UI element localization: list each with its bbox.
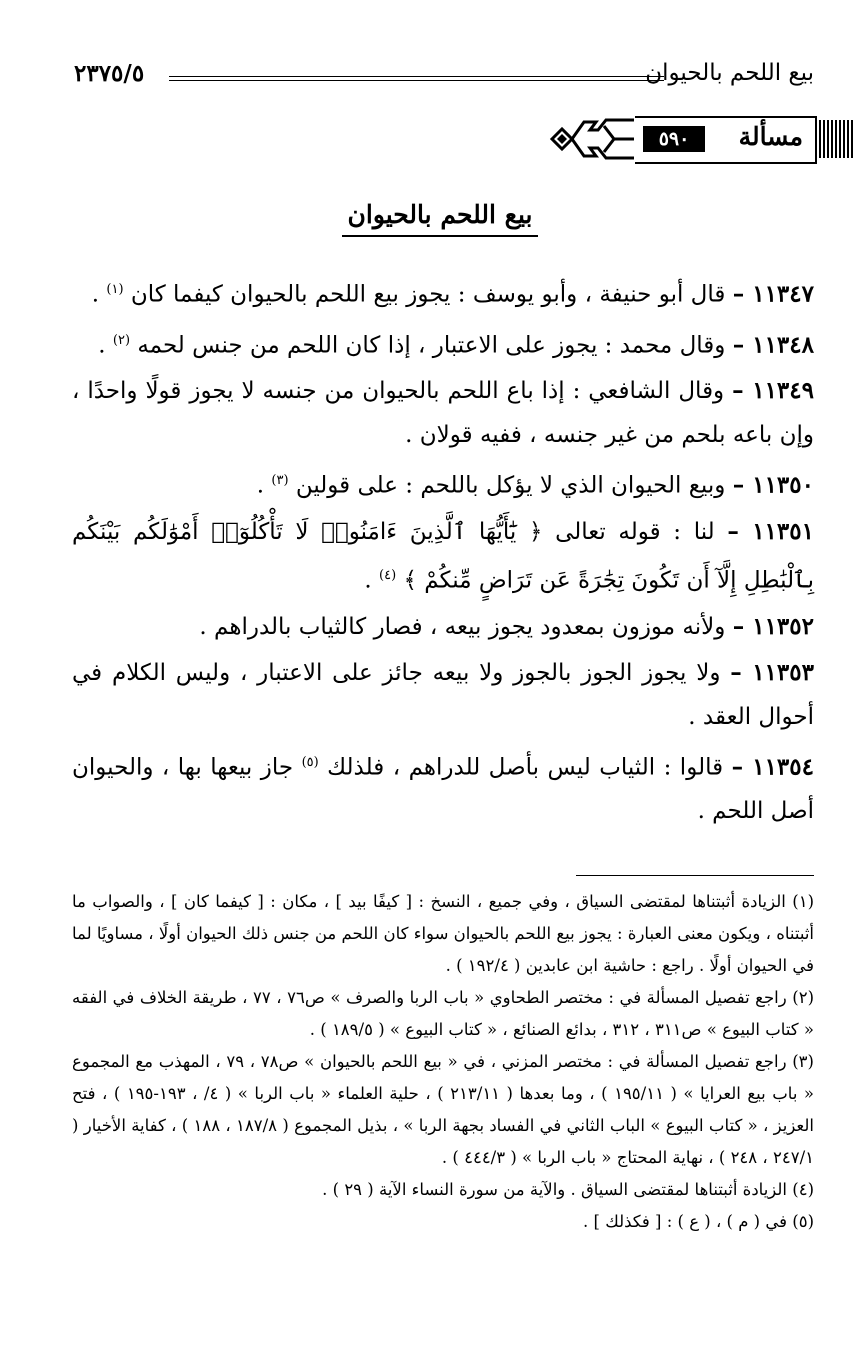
paragraph-text: قال أبو حنيفة ، وأبو يوسف : يجوز بيع اللحم بالحيوان كيفما كان — [123, 281, 733, 308]
footnote-marker: (٥) — [301, 754, 319, 770]
paragraph-number: ١١٣٤٧ – — [732, 280, 814, 308]
paragraph-tail: . — [256, 472, 272, 499]
paragraph-number: ١١٣٥٤ – — [731, 753, 814, 781]
page-reference: ٢٣٧٥/٥ — [74, 60, 145, 87]
ornament-icon — [548, 116, 634, 162]
main-text — [72, 268, 814, 835]
paragraph — [72, 319, 814, 368]
running-header — [74, 60, 814, 92]
paragraph-tail: . — [98, 332, 113, 359]
footnote: (٢) راجع تفصيل المسألة في : مختصر الطحاوي « باب الربا والصرف » ص٧٦ ، ٧٧ ، طريقة الخلاف في الفقه « كتاب البيوع » ص٣١١ ، ٣١٢ ، بدائع الصنائع ، « كتاب البيوع » ( ١٨٩/٥ ) . — [72, 988, 814, 1039]
paragraph-text: ولا يجوز الجوز بالجوز ولا بيعه جائز على الاعتبار ، وليس الكلام في أحوال العقد . — [72, 659, 814, 730]
footnote-marker: (١) — [106, 282, 124, 297]
paragraph-text: ولأنه موزون بمعدود يجوز بيعه ، فصار كالثياب بالدراهم . — [199, 613, 733, 640]
paragraph-number: ١١٣٤٩ – — [732, 377, 814, 405]
masala-label: مسألة — [738, 122, 803, 151]
paragraph-text: قالوا : الثياب ليس بأصل للدراهم ، فلذلك — [318, 754, 732, 781]
paragraph-number: ١١٣٤٨ – — [732, 331, 814, 359]
running-title: بيع اللحم بالحيوان — [645, 60, 814, 86]
footnote-marker: (٣) — [271, 473, 289, 489]
masala-number: ٥٩٠ — [643, 126, 705, 152]
paragraph-number: ١١٣٥٢ – — [732, 612, 814, 640]
masala-banner — [548, 112, 855, 164]
header-rule — [169, 76, 664, 81]
paragraph — [72, 268, 814, 317]
paragraph-text: وبيع الحيوان الذي لا يؤكل باللحم : على قولين — [288, 472, 733, 499]
paragraph-text: وقال الشافعي : إذا باع اللحم بالحيوان من جنسه لا يجوز قولًا واحدًا ، وإن باعه بلحم من غير جنسه ، ففيه قولان . — [72, 378, 814, 449]
paragraph-tail: . — [364, 567, 380, 594]
paragraph — [72, 369, 814, 457]
paragraph — [72, 510, 814, 603]
paragraph-number: ١١٣٥٣ – — [730, 658, 814, 686]
footnote-marker: (٤) — [379, 567, 397, 583]
paragraph-text: وقال محمد : يجوز على الاعتبار ، إذا كان اللحم من جنس لحمه — [130, 332, 733, 359]
banner-stripes — [819, 120, 855, 158]
section-title: بيع اللحم بالحيوان — [342, 200, 538, 237]
footnote: (١) الزيادة أثبتناها لمقتضى السياق ، وفي جميع ، النسخ : [ كيفًا بيد ] ، مكان : [ كيفما كان ] ، والصواب ما أثبتناه ، ويكون معنى العبارة : يجوز بيع اللحم بالحيوان سواء كان اللحم من جنس ذلك الحيوان أولًا ، مساويًا لما في الحيوان أولًا . راجع : حاشية ابن عابدين ( ١٩٢/٤ ) . — [72, 892, 814, 975]
paragraph — [72, 459, 814, 508]
paragraph — [72, 651, 814, 739]
paragraph-tail: . — [91, 281, 107, 308]
paragraph — [72, 605, 814, 649]
footnote: (٣) راجع تفصيل المسألة في : مختصر المزني ، في « بيع اللحم بالحيوان » ص٧٨ ، ٧٩ ، المهذب مع المجموع « باب بيع العرايا » ( ١٩٥/١١ ) ، وما بعدها ( ٢١٣/١١ ) ، حلية العلماء « باب الربا » ( ٤/ ، ١٩٣-١٩٥ ) ، فتح العزيز ، « كتاب البيوع » الباب الثاني في الفساد بجهة الربا » ، بذيل المجموع ( ١٨٧/٨ ، ١٨٨ ) ، كفاية الأخيار ( ٢٤٧/١ ، ٢٤٨ ) ، نهاية المحتاج « باب الربا » ( ٤٤٤/٣ ) . — [72, 1052, 815, 1167]
footnote-marker: (٢) — [112, 332, 131, 348]
paragraph-number: ١١٣٥١ – — [727, 517, 814, 545]
footnote-separator — [576, 875, 814, 876]
paragraph-text: لنا : قوله تعالى ﴿ يَٰٓأَيُّهَا ٱلَّذِينَ ءَامَنُوا۟ لَا تَأْكُلُوٓا۟ أَمْوَٰلَكُم بَيْنَكُم بِٱلْبَٰطِلِ إِلَّآ أَن تَكُونَ تِجَٰرَةً عَن تَرَاضٍ مِّنكُمْ ﴾ — [72, 518, 814, 594]
paragraph-number: ١١٣٥٠ – — [732, 471, 814, 499]
footnote: (٥) في ( م ) ، ( ع ) : [ فكذلك ] . — [583, 1212, 814, 1231]
paragraph — [72, 741, 814, 834]
footnote: (٤) الزيادة أثبتناها لمقتضى السياق . والآية من سورة النساء الآية ( ٢٩ ) . — [322, 1180, 814, 1199]
paragraph-tail: جاز بيعها بها ، والحيوان أصل اللحم . — [72, 754, 814, 825]
footnotes — [72, 886, 814, 1238]
